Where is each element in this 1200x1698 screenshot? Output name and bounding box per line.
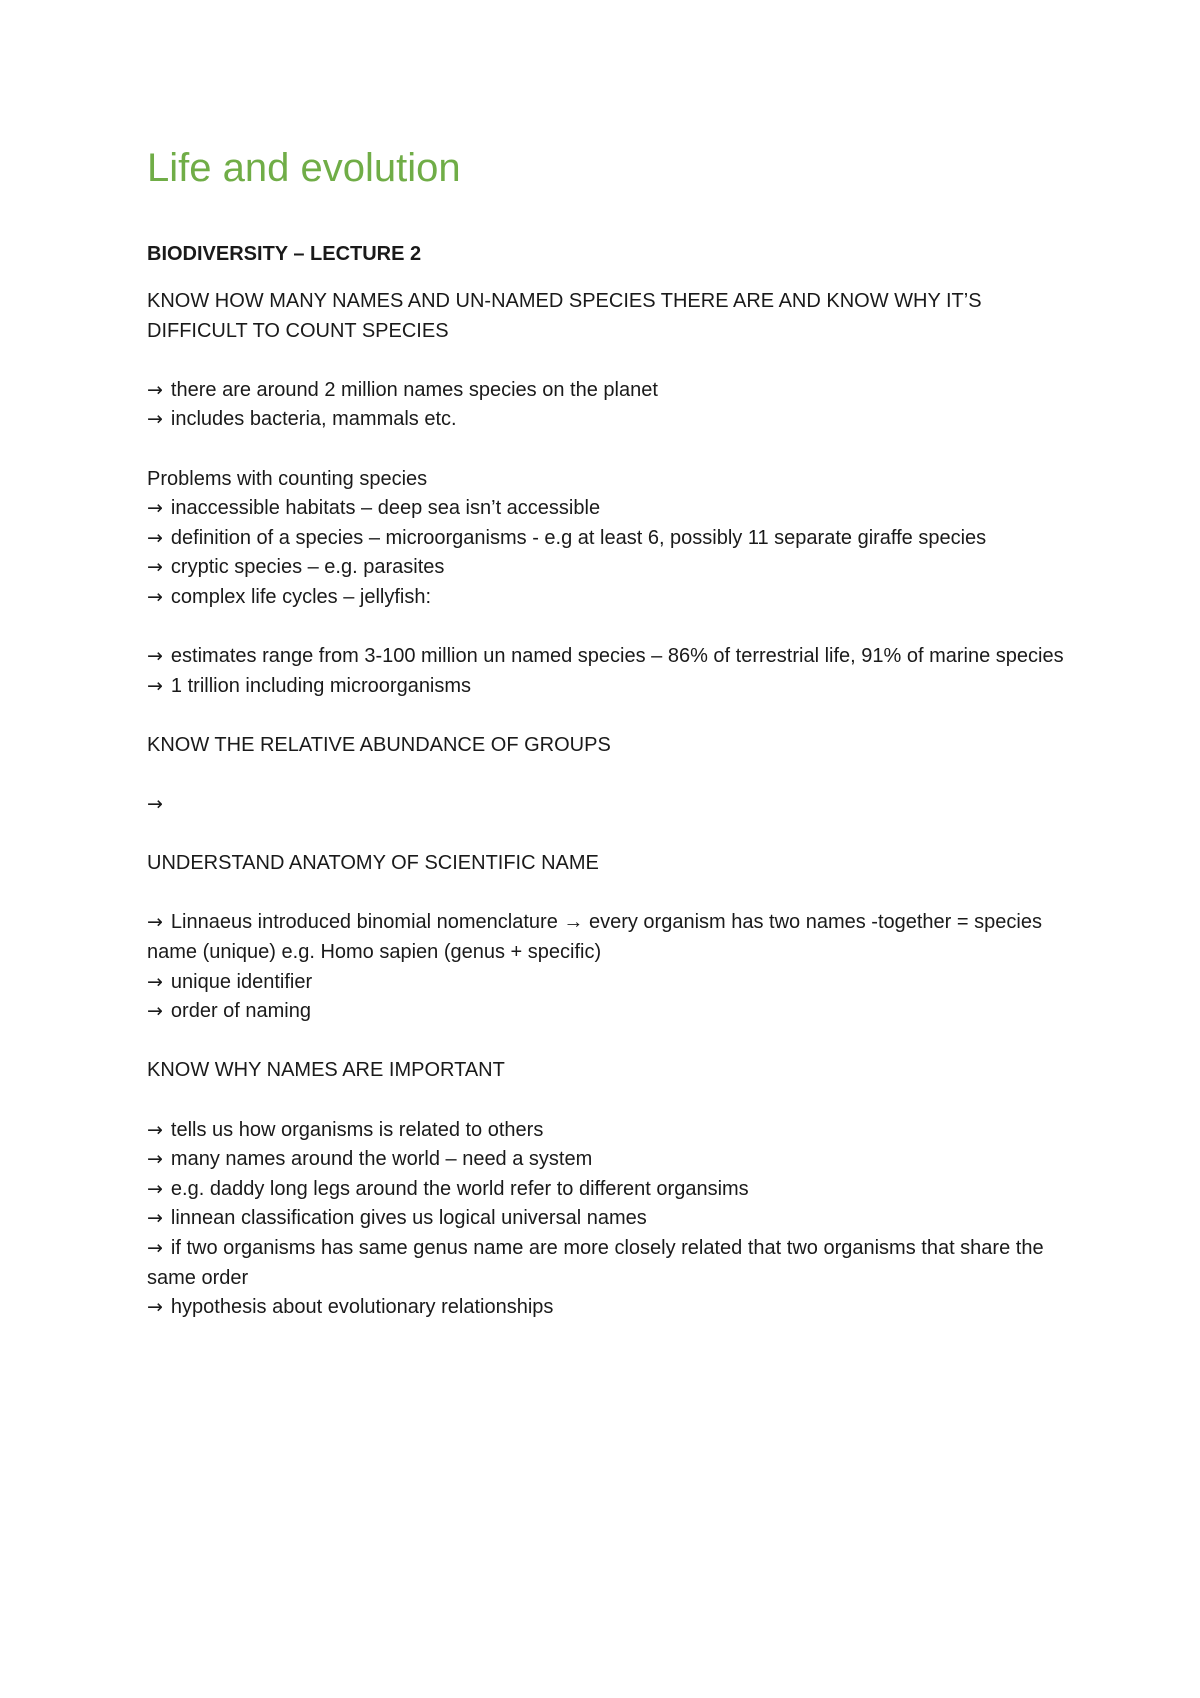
arrow-right-icon: → [147, 1000, 163, 1023]
note-block [147, 908, 1067, 1026]
line-text: there are around 2 million names species on the planet [170, 378, 658, 401]
note-block [147, 790, 1067, 820]
line-text: complex life cycles – jellyfish: [170, 585, 432, 608]
section-heading: KNOW HOW MANY NAMES AND UN-NAMED SPECIES THERE ARE AND KNOW WHY IT’S DIFFICULT TO COUNT SPECIES [147, 290, 982, 342]
document-title: Life and evolution [147, 146, 461, 190]
note-block [147, 1116, 1067, 1323]
document-page [147, 140, 1067, 1352]
line-text: linnean classification gives us logical universal names [170, 1207, 647, 1230]
bullet-line [147, 405, 1067, 435]
arrow-right-icon: → [147, 1237, 163, 1259]
arrow-right-icon: → [147, 1296, 163, 1319]
arrow-right-icon: → [147, 585, 163, 608]
arrow-right-icon: → [147, 1177, 163, 1200]
line-text: hypothesis about evolutionary relationships [170, 1296, 554, 1319]
line-text: unique identifier [170, 970, 313, 993]
bullet-line [147, 1175, 1067, 1205]
line-text: Linnaeus introduced binomial nomenclature → every organism has two names -together = species name (unique) e.g. Homo sapien (genus + specific) [147, 911, 1042, 964]
note-block [147, 376, 1067, 435]
line-text: 1 trillion including microorganisms [170, 674, 472, 697]
arrow-right-icon: → [147, 556, 163, 579]
line-text: estimates range from 3-100 million un named species – 86% of terrestrial life, 91% of marine species [170, 645, 1064, 668]
arrow-right-icon: → [147, 408, 163, 431]
bullet-line [147, 908, 1067, 967]
subheading-line [147, 465, 1067, 495]
bullet-line [147, 553, 1067, 583]
bullet-line [147, 1204, 1067, 1234]
section-heading: UNDERSTAND ANATOMY OF SCIENTIFIC NAME [147, 852, 599, 875]
line-text: if two organisms has same genus name are more closely related that two organisms that share the same order [147, 1237, 1044, 1289]
bullet-line [147, 494, 1067, 524]
line-text: order of naming [170, 1000, 311, 1023]
note-block [147, 642, 1067, 701]
bullet-line [147, 1234, 1067, 1293]
arrow-right-icon: → [147, 1148, 163, 1171]
line-text: Problems with counting species [147, 467, 428, 490]
arrow-right-icon: → [147, 970, 163, 993]
line-text: inaccessible habitats – deep sea isn’t accessible [170, 497, 601, 520]
bullet-line [147, 524, 1067, 554]
arrow-right-icon: → [147, 674, 163, 697]
section-heading: KNOW THE RELATIVE ABUNDANCE OF GROUPS [147, 733, 611, 756]
line-text: e.g. daddy long legs around the world refer to different organsims [170, 1177, 749, 1200]
lecture-heading: BIODIVERSITY – LECTURE 2 [147, 243, 422, 265]
arrow-right-icon: → [147, 1207, 163, 1230]
bullet-line [147, 672, 1067, 702]
line-text: many names around the world – need a system [170, 1148, 593, 1171]
section-heading: KNOW WHY NAMES ARE IMPORTANT [147, 1059, 505, 1082]
bullet-line [147, 1145, 1067, 1175]
arrow-right-icon: → [147, 793, 163, 816]
arrow-right-icon: → [147, 911, 163, 934]
line-text: includes bacteria, mammals etc. [170, 408, 457, 431]
bullet-line [147, 790, 1067, 820]
bullet-line [147, 997, 1067, 1027]
bullet-line [147, 968, 1067, 998]
bullet-line [147, 1293, 1067, 1323]
bullet-line [147, 642, 1067, 672]
note-block [147, 465, 1067, 613]
arrow-right-icon: → [147, 526, 163, 549]
arrow-right-icon: → [147, 378, 163, 401]
arrow-right-icon: → [147, 1118, 163, 1141]
sections-container [147, 287, 1067, 1323]
bullet-line [147, 376, 1067, 406]
arrow-right-icon: → [147, 497, 163, 520]
line-text: cryptic species – e.g. parasites [170, 556, 445, 579]
line-text: tells us how organisms is related to others [170, 1118, 544, 1141]
line-text: definition of a species – microorganisms - e.g at least 6, possibly 11 separate giraffe species [170, 526, 987, 549]
bullet-line [147, 1116, 1067, 1146]
bullet-line [147, 583, 1067, 613]
arrow-right-icon: → [147, 645, 163, 668]
